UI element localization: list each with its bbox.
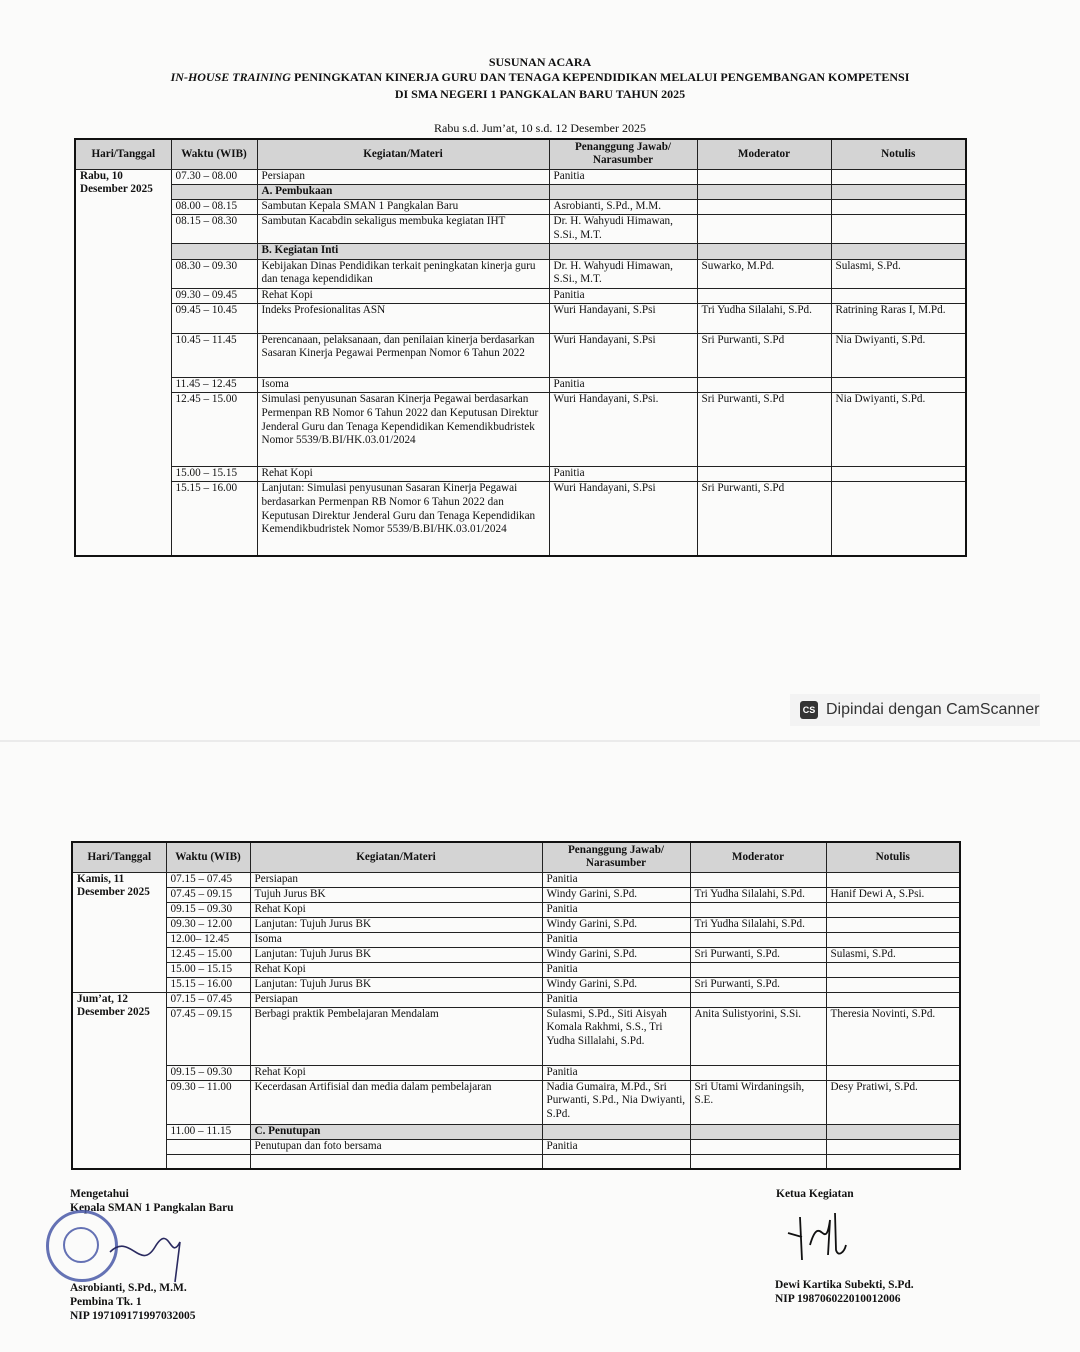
header-day: Hari/Tanggal	[75, 139, 171, 169]
table-row	[75, 244, 966, 259]
header-activity: Kegiatan/Materi	[257, 139, 549, 169]
moderator-cell	[697, 199, 831, 214]
table-row	[72, 947, 960, 962]
camscanner-label: Dipindai dengan CamScanner	[826, 701, 1040, 718]
notulis-cell	[831, 289, 966, 304]
activity-cell: Lanjutan: Tujuh Jurus BK	[250, 947, 542, 962]
section-heading: B. Kegiatan Inti	[257, 244, 549, 259]
time-cell: 07.45 – 09.15	[166, 887, 250, 902]
notulis-cell	[831, 215, 966, 244]
signature-right-mark	[780, 1205, 860, 1265]
pic-cell	[542, 1124, 690, 1139]
table-row	[72, 1154, 960, 1169]
activity-cell: Isoma	[257, 378, 549, 393]
notulis-cell: Nia Dwiyanti, S.Pd.	[831, 393, 966, 467]
activity-cell: Lanjutan: Tujuh Jurus BK	[250, 977, 542, 992]
signature-right-nip: NIP 198706022010012006	[775, 1293, 901, 1305]
table-row	[72, 872, 960, 887]
time-cell: 12.45 – 15.00	[166, 947, 250, 962]
pic-cell: Panitia	[542, 902, 690, 917]
pic-cell	[549, 184, 697, 199]
pic-cell: Dr. H. Wahyudi Himawan, S.Si., M.T.	[549, 215, 697, 244]
document-subtitle-2: DI SMA NEGERI 1 PANGKALAN BARU TAHUN 2025	[394, 87, 686, 101]
table-row	[75, 333, 966, 378]
time-cell: 10.45 – 11.45	[171, 333, 257, 378]
notulis-cell: Hanif Dewi A, S.Psi.	[826, 887, 960, 902]
time-cell: 09.15 – 09.30	[166, 1065, 250, 1080]
pic-cell: Wuri Handayani, S.Psi	[549, 304, 697, 333]
activity-cell: Persiapan	[257, 169, 549, 184]
time-cell: 11.45 – 12.45	[171, 378, 257, 393]
pic-cell: Dr. H. Wahyudi Himawan, S.Si., M.T.	[549, 259, 697, 288]
moderator-cell	[697, 378, 831, 393]
pic-cell: Windy Garini, S.Pd.	[542, 887, 690, 902]
date-range: Rabu s.d. Jum’at, 10 s.d. 12 Desember 2025	[434, 121, 646, 135]
table-row	[75, 259, 966, 288]
activity-cell: Indeks Profesionalitas ASN	[257, 304, 549, 333]
moderator-cell: Sri Utami Wirdaningsih, S.E.	[690, 1080, 826, 1124]
pic-cell: Windy Garini, S.Pd.	[542, 977, 690, 992]
subtitle-rest: PENINGKATAN KINERJA GURU DAN TENAGA KEPENDIDIKAN MELALUI PENGEMBANGAN KOMPETENSI	[290, 70, 910, 84]
moderator-cell	[697, 289, 831, 304]
day-cell: Rabu, 10 Desember 2025	[75, 169, 171, 556]
notulis-cell: Desy Pratiwi, S.Pd.	[826, 1080, 960, 1124]
activity-cell: Kecerdasan Artifisial dan media dalam pembelajaran	[250, 1080, 542, 1124]
activity-cell: Perencanaan, pelaksanaan, dan penilaian kinerja berdasarkan Sasaran Kinerja Pegawai Permenpan Nomor 6 Tahun 2022	[257, 333, 549, 378]
pic-cell: Nadia Gumaira, M.Pd., Sri Purwanti, S.Pd., Nia Dwiyanti, S.Pd.	[542, 1080, 690, 1124]
activity-cell: Rehat Kopi	[257, 467, 549, 482]
table-row	[72, 1139, 960, 1154]
notulis-cell	[826, 992, 960, 1007]
moderator-cell: Sri Purwanti, S.Pd	[697, 333, 831, 378]
activity-cell: Simulasi penyusunan Sasaran Kinerja Pegawai berdasarkan Permenpan RB Nomor 6 Tahun 2022 dan Keputusan Direktur Jenderal Guru dan Tenaga Kependidikan Kemendikbudristek Nomor 5539/B.BI/HK.03.01/2024	[257, 393, 549, 467]
time-cell	[166, 1154, 250, 1169]
table-row	[72, 902, 960, 917]
time-cell	[171, 244, 257, 259]
moderator-cell: Tri Yudha Silalahi, S.Pd.	[697, 304, 831, 333]
pic-cell: Panitia	[542, 932, 690, 947]
table-row	[72, 1124, 960, 1139]
header-pic: Penanggung Jawab/ Narasumber	[549, 139, 697, 169]
moderator-cell	[697, 244, 831, 259]
activity-cell: Berbagi praktik Pembelajaran Mendalam	[250, 1007, 542, 1065]
day-cell: Jum’at, 12 Desember 2025	[72, 992, 166, 1169]
notulis-cell	[831, 199, 966, 214]
pic-cell	[542, 1154, 690, 1169]
notulis-cell	[831, 378, 966, 393]
notulis-cell	[826, 1154, 960, 1169]
notulis-cell: Nia Dwiyanti, S.Pd.	[831, 333, 966, 378]
header-notulis: Notulis	[826, 842, 960, 872]
moderator-cell	[690, 872, 826, 887]
time-cell: 08.00 – 08.15	[171, 199, 257, 214]
pic-cell: Panitia	[542, 1139, 690, 1154]
notulis-cell: Sulasmi, S.Pd.	[831, 259, 966, 288]
time-cell	[171, 184, 257, 199]
table-row	[75, 467, 966, 482]
schedule-table-day1	[74, 138, 967, 557]
pic-cell: Panitia	[542, 1065, 690, 1080]
notulis-cell	[831, 467, 966, 482]
table-row	[72, 1080, 960, 1124]
table-row	[72, 887, 960, 902]
time-cell: 09.30 – 09.45	[171, 289, 257, 304]
moderator-cell	[690, 1124, 826, 1139]
time-cell: 08.15 – 08.30	[171, 215, 257, 244]
activity-cell: Kebijakan Dinas Pendidikan terkait peningkatan kinerja guru dan tenaga kependidikan	[257, 259, 549, 288]
table-row	[72, 992, 960, 1007]
notulis-cell	[826, 977, 960, 992]
pic-cell: Panitia	[549, 378, 697, 393]
table-row	[75, 378, 966, 393]
table-row	[75, 393, 966, 467]
header-time: Waktu (WIB)	[171, 139, 257, 169]
moderator-cell	[697, 184, 831, 199]
activity-cell: Persiapan	[250, 872, 542, 887]
pic-cell: Asrobianti, S.Pd., M.M.	[549, 199, 697, 214]
header-time: Waktu (WIB)	[166, 842, 250, 872]
pic-cell: Panitia	[542, 962, 690, 977]
header-moderator: Moderator	[690, 842, 826, 872]
time-cell: 07.30 – 08.00	[171, 169, 257, 184]
moderator-cell	[697, 467, 831, 482]
time-cell: 15.15 – 16.00	[166, 977, 250, 992]
pic-cell: Wuri Handayani, S.Psi	[549, 333, 697, 378]
time-cell: 08.30 – 09.30	[171, 259, 257, 288]
table-row	[72, 917, 960, 932]
camscanner-icon: CS	[800, 701, 818, 719]
signature-left-rank: Pembina Tk. 1	[70, 1296, 142, 1308]
notulis-cell	[826, 1139, 960, 1154]
moderator-cell	[690, 962, 826, 977]
moderator-cell	[697, 215, 831, 244]
table-row	[72, 932, 960, 947]
day-cell: Kamis, 11 Desember 2025	[72, 872, 166, 992]
header-day: Hari/Tanggal	[72, 842, 166, 872]
signature-left-name: Asrobianti, S.Pd., M.M.	[70, 1282, 187, 1294]
pic-cell: Wuri Handayani, S.Psi	[549, 482, 697, 556]
time-cell: 12.45 – 15.00	[171, 393, 257, 467]
time-cell	[166, 1139, 250, 1154]
time-cell: 15.00 – 15.15	[171, 467, 257, 482]
time-cell: 15.00 – 15.15	[166, 962, 250, 977]
notulis-cell	[831, 482, 966, 556]
signature-left-known: Mengetahui	[70, 1188, 129, 1200]
pic-cell: Windy Garini, S.Pd.	[542, 917, 690, 932]
header-activity: Kegiatan/Materi	[250, 842, 542, 872]
schedule-table-day2-3	[71, 841, 961, 1170]
moderator-cell: Suwarko, M.Pd.	[697, 259, 831, 288]
table-row	[72, 1007, 960, 1065]
notulis-cell: Ratrining Raras I, M.Pd.	[831, 304, 966, 333]
time-cell: 07.15 – 07.45	[166, 872, 250, 887]
pic-cell: Panitia	[542, 992, 690, 1007]
time-cell: 09.45 – 10.45	[171, 304, 257, 333]
notulis-cell: Sulasmi, S.Pd.	[826, 947, 960, 962]
signature-left-role: Kepala SMAN 1 Pangkalan Baru	[70, 1202, 234, 1214]
signature-right-role: Ketua Kegiatan	[776, 1188, 854, 1200]
signature-right-name: Dewi Kartika Subekti, S.Pd.	[775, 1279, 914, 1291]
activity-cell: Rehat Kopi	[250, 962, 542, 977]
document-subtitle	[0, 70, 1080, 85]
activity-cell: Rehat Kopi	[250, 1065, 542, 1080]
moderator-cell: Tri Yudha Silalahi, S.Pd.	[690, 917, 826, 932]
activity-cell: Sambutan Kepala SMAN 1 Pangkalan Baru	[257, 199, 549, 214]
activity-cell: Rehat Kopi	[257, 289, 549, 304]
moderator-cell: Sri Purwanti, S.Pd	[697, 393, 831, 467]
moderator-cell	[690, 1065, 826, 1080]
section-heading: C. Penutupan	[250, 1124, 542, 1139]
moderator-cell	[690, 902, 826, 917]
table-row	[75, 304, 966, 333]
activity-cell: Persiapan	[250, 992, 542, 1007]
pic-cell: Panitia	[542, 872, 690, 887]
notulis-cell	[826, 1124, 960, 1139]
pic-cell	[549, 244, 697, 259]
pic-cell: Panitia	[549, 289, 697, 304]
notulis-cell: Theresia Novinti, S.Pd.	[826, 1007, 960, 1065]
moderator-cell	[690, 992, 826, 1007]
header-notulis: Notulis	[831, 139, 966, 169]
notulis-cell	[826, 1065, 960, 1080]
moderator-cell: Sri Purwanti, S.Pd.	[690, 977, 826, 992]
notulis-cell	[831, 184, 966, 199]
pic-cell: Sulasmi, S.Pd., Siti Aisyah Komala Rakhmi, S.S., Tri Yudha Sillalahi, S.Pd.	[542, 1007, 690, 1065]
time-cell: 09.30 – 11.00	[166, 1080, 250, 1124]
camscanner-watermark	[790, 694, 1040, 726]
table-row	[75, 482, 966, 556]
moderator-cell: Sri Purwanti, S.Pd.	[690, 947, 826, 962]
subtitle-italic: IN-HOUSE TRAINING	[170, 70, 291, 84]
activity-cell: Penutupan dan foto bersama	[250, 1139, 542, 1154]
time-cell: 15.15 – 16.00	[171, 482, 257, 556]
section-heading: A. Pembukaan	[257, 184, 549, 199]
notulis-cell	[831, 169, 966, 184]
signature-left-nip: NIP 197109171997032005	[70, 1310, 196, 1322]
activity-cell	[250, 1154, 542, 1169]
time-cell: 12.00– 12.45	[166, 932, 250, 947]
header-pic: Penanggung Jawab/ Narasumber	[542, 842, 690, 872]
notulis-cell	[826, 962, 960, 977]
activity-cell: Isoma	[250, 932, 542, 947]
header-moderator: Moderator	[697, 139, 831, 169]
table-row	[72, 962, 960, 977]
moderator-cell: Tri Yudha Silalahi, S.Pd.	[690, 887, 826, 902]
notulis-cell	[831, 244, 966, 259]
pic-cell: Windy Garini, S.Pd.	[542, 947, 690, 962]
pic-cell: Wuri Handayani, S.Psi.	[549, 393, 697, 467]
table-row	[75, 199, 966, 214]
pic-cell: Panitia	[549, 169, 697, 184]
time-cell: 09.15 – 09.30	[166, 902, 250, 917]
moderator-cell	[690, 1139, 826, 1154]
moderator-cell	[697, 169, 831, 184]
notulis-cell	[826, 872, 960, 887]
time-cell: 07.45 – 09.15	[166, 1007, 250, 1065]
activity-cell: Lanjutan: Tujuh Jurus BK	[250, 917, 542, 932]
table-row	[72, 977, 960, 992]
table-row	[75, 169, 966, 184]
moderator-cell	[690, 1154, 826, 1169]
moderator-cell	[690, 932, 826, 947]
time-cell: 11.00 – 11.15	[166, 1124, 250, 1139]
table-row	[75, 184, 966, 199]
document-title: SUSUNAN ACARA	[488, 55, 592, 69]
activity-cell: Sambutan Kacabdin sekaligus membuka kegiatan IHT	[257, 215, 549, 244]
table-row	[72, 1065, 960, 1080]
time-cell: 07.15 – 07.45	[166, 992, 250, 1007]
moderator-cell: Sri Purwanti, S.Pd	[697, 482, 831, 556]
activity-cell: Tujuh Jurus BK	[250, 887, 542, 902]
pic-cell: Panitia	[549, 467, 697, 482]
activity-cell: Lanjutan: Simulasi penyusunan Sasaran Kinerja Pegawai berdasarkan Permenpan RB Nomor 6 Tahun 2022 dan Keputusan Direktur Jenderal Guru dan Tenaga Kependidikan Kemendikbudristek Nomor 5539/B.BI/HK.03.01/2024	[257, 482, 549, 556]
notulis-cell	[826, 902, 960, 917]
table-row	[75, 215, 966, 244]
time-cell: 09.30 – 12.00	[166, 917, 250, 932]
moderator-cell: Anita Sulistyorini, S.Si.	[690, 1007, 826, 1065]
notulis-cell	[826, 932, 960, 947]
table-row	[75, 289, 966, 304]
activity-cell: Rehat Kopi	[250, 902, 542, 917]
notulis-cell	[826, 917, 960, 932]
